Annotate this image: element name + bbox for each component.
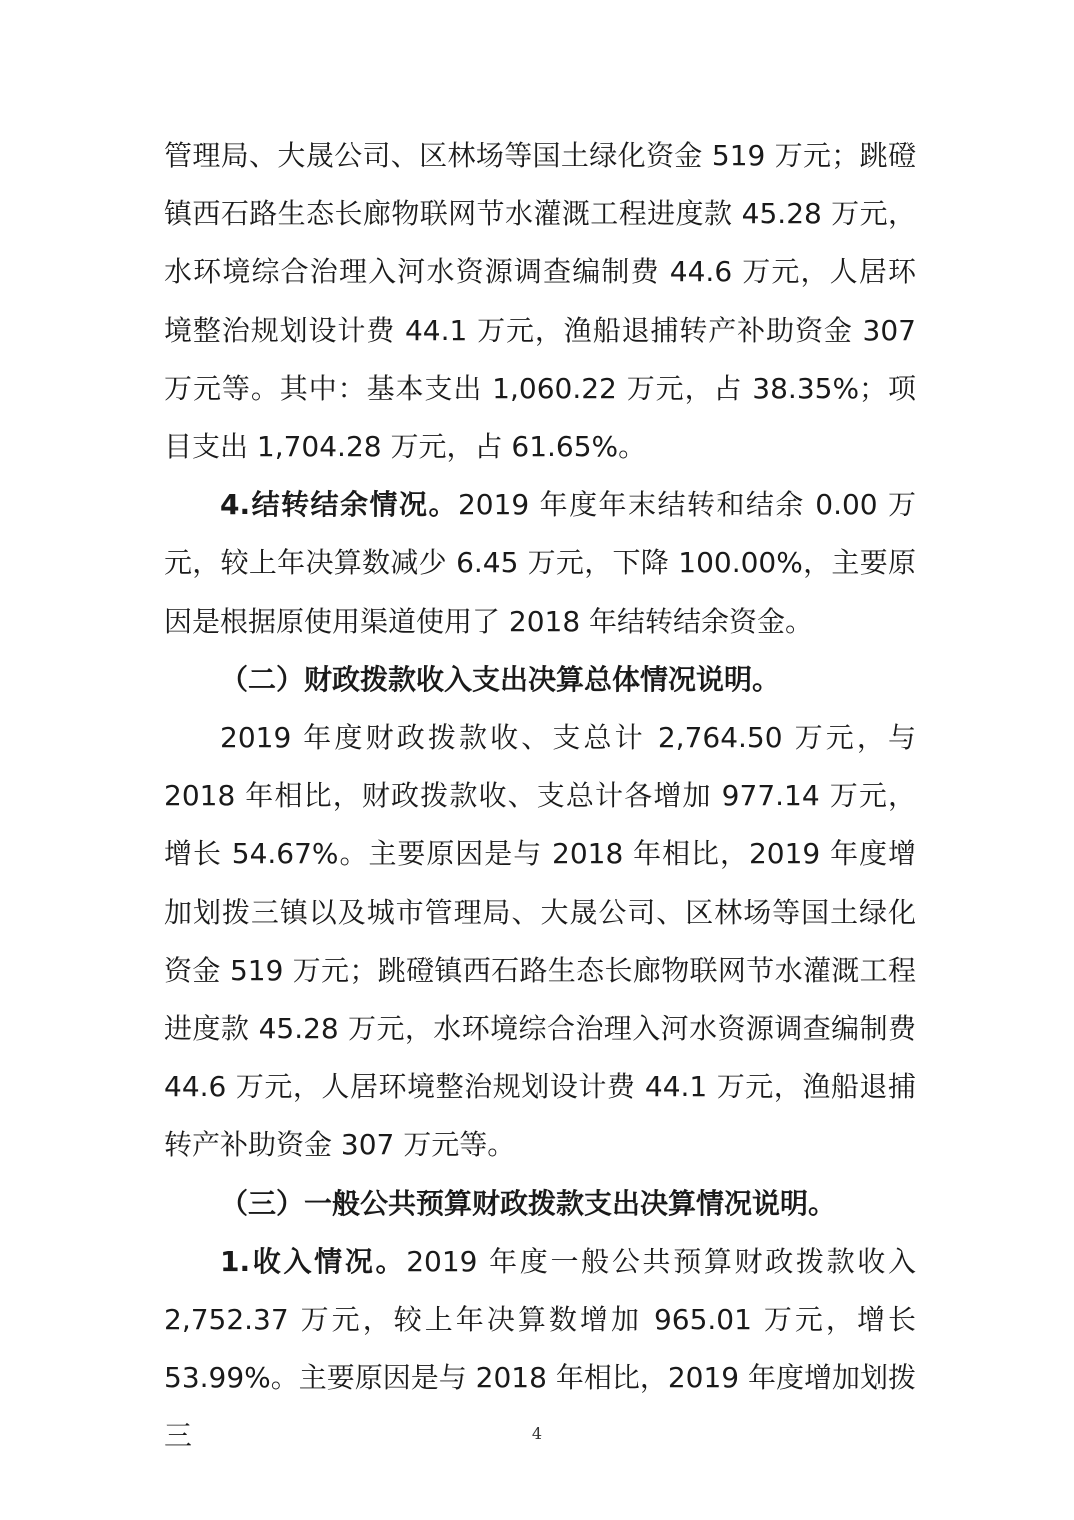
paragraph-carryover — [164, 476, 916, 651]
page-number: 4 — [531, 1424, 543, 1443]
carryover-text: 2019 年度年末结转和结余 0.00 万元，较上年决算数减少 6.45 万元，下降 100.00%，主要原因是根据原使用渠道使用了 2018 年结转结余资金。 — [164, 488, 916, 638]
section-heading-general-budget: （三）一般公共预算财政拨款支出决算情况说明。 — [220, 1186, 837, 1220]
body-text — [164, 127, 916, 1466]
paragraph-expenditure-detail: 管理局、大晟公司、区林场等国土绿化资金 519 万元；跳磴镇西石路生态长廊物联网节水灌溉工程进度款 45.28 万元，水环境综合治理入河水资源调查编制费 44.6 万元，人居环境整治规划设计费 44.1 万元，渔船退捕转产补助资金 307 万元等。其中：基本支出 1,060.22 万元，占 38.35%；项目支出 1,704.28 万元，占 61.65%。 — [164, 139, 916, 464]
income-text: 2019 年度一般公共预算财政拨款收入 2,752.37 万元，较上年决算数增加 965.01 万元，增长 53.99%。主要原因是与 2018 年相比，2019 年度增加划拨三 — [164, 1244, 916, 1453]
section-heading-fiscal-overview: （二）财政拨款收入支出决算总体情况说明。 — [220, 662, 781, 696]
paragraph-fiscal-overview: 2019 年度财政拨款收、支总计 2,764.50 万元，与 2018 年相比，财政拨款收、支总计各增加 977.14 万元，增长 54.67%。主要原因是与 2018 年相比，2019 年度增加划拨三镇以及城市管理局、大晟公司、区林场等国土绿化资金 519 万元；跳磴镇西石路生态长廊物联网节水灌溉工程进度款 45.28 万元，水环境综合治理入河水资源调查编制费 44.6 万元，人居环境整治规划设计费 44.1 万元，渔船退捕转产补助资金 307 万元等。 — [164, 721, 916, 1162]
carryover-heading: 4.结转结余情况。 — [220, 488, 458, 522]
income-heading: 1.收入情况。 — [220, 1244, 407, 1278]
